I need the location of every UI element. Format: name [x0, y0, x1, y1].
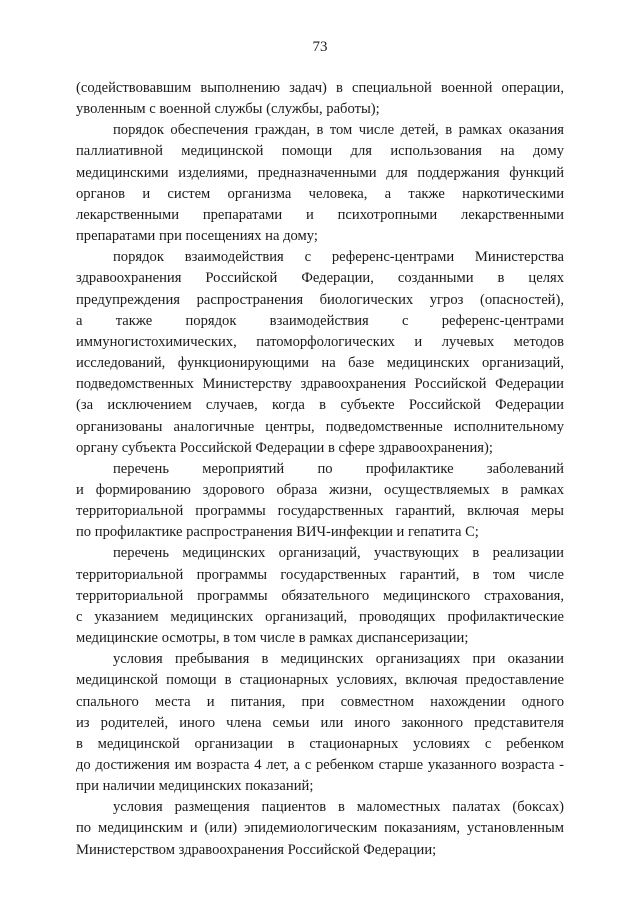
text-line: подведомственных Министерству здравоохранения Российской Федерации [76, 376, 564, 393]
text-line: до достижения им возраста 4 лет, а с ребенком старше указанного возраста - [76, 757, 564, 773]
text-line: территориальной программы государственных гарантий, в том числе [76, 566, 564, 583]
text-line: органов и систем организма человека, а также наркотическими [76, 185, 564, 202]
text-line: медицинскими изделиями, предназначенными для поддержания функций [76, 164, 564, 181]
text-line: по профилактике распространения ВИЧ-инфекции и гепатита С; [76, 524, 479, 541]
text-line: условия размещения пациентов в маломестных палатах (боксах) [113, 799, 564, 816]
text-line: по медицинским и (или) эпидемиологическим показаниям, установленным [76, 820, 564, 837]
text-line: с указанием медицинских организаций, проводящих профилактические [76, 608, 564, 625]
text-line: (содействовавшим выполнению задач) в специальной военной операции, [76, 80, 564, 96]
text-line: а также порядок взаимодействия с референс-центрами [76, 312, 564, 329]
text-line: исследований, функционирующими на базе медицинских организаций, [76, 355, 564, 372]
text-line: организованы аналогичные центры, подведомственные исполнительному [76, 418, 564, 435]
text-line: медицинской помощи в стационарных условиях, включая предоставление [76, 672, 564, 689]
paragraph [76, 247, 564, 459]
text-line: условия пребывания в медицинских организациях при оказании [113, 651, 564, 668]
text-line: порядок взаимодействия с референс-центрами Министерства [113, 249, 564, 266]
document-body [76, 78, 564, 861]
text-line: органу субъекта Российской Федерации в сфере здравоохранения); [76, 439, 493, 456]
text-line: предупреждения распространения биологических угроз (опасностей), [76, 291, 564, 308]
text-line: уволенным с военной службы (службы, работы); [76, 101, 380, 118]
text-line: порядок обеспечения граждан, в том числе детей, в рамках оказания [113, 122, 564, 139]
text-line: из родителей, иного члена семьи или иного законного представителя [76, 714, 564, 731]
paragraph [76, 78, 564, 120]
text-line: территориальной программы государственных гарантий, включая меры [76, 503, 564, 520]
text-line: препаратами при посещениях на дому; [76, 228, 318, 245]
text-line: Министерством здравоохранения Российской Федерации; [76, 841, 437, 858]
text-line: спального места и питания, при совместном нахождении одного [76, 693, 564, 710]
text-line: здравоохранения Российской Федерации, созданными в целях [76, 270, 564, 287]
text-line: и формированию здорового образа жизни, осуществляемых в рамках [76, 481, 564, 498]
text-line: перечень мероприятий по профилактике заболеваний [113, 460, 564, 477]
text-line: (за исключением случаев, когда в субъекте Российской Федерации [76, 397, 564, 414]
text-line: лекарственными препаратами и психотропными лекарственными [76, 206, 564, 223]
paragraph [76, 649, 564, 797]
text-line: в медицинской организации в стационарных условиях с ребенком [76, 735, 564, 752]
paragraph [76, 459, 564, 544]
paragraph [76, 120, 564, 247]
text-line: паллиативной медицинской помощи для использования на дому [76, 143, 564, 160]
text-line: при наличии медицинских показаний; [76, 778, 314, 795]
paragraph [76, 543, 564, 649]
text-line: медицинские осмотры, в том числе в рамках диспансеризации; [76, 630, 469, 647]
text-line: территориальной программы обязательного медицинского страхования, [76, 587, 564, 604]
text-line: иммуногистохимических, патоморфологических и лучевых методов [76, 333, 564, 350]
page-number: 73 [312, 39, 328, 55]
text-line: перечень медицинских организаций, участвующих в реализации [113, 545, 564, 562]
paragraph [76, 797, 564, 860]
